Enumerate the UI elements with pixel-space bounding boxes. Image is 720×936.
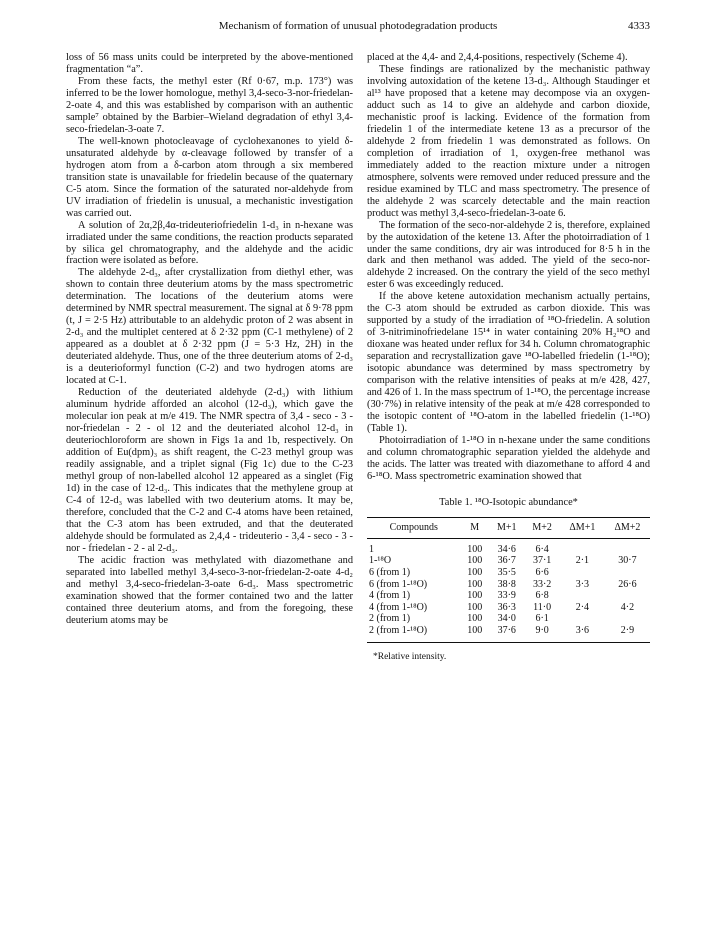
table-cell: 35·5 [497, 567, 516, 578]
table-cell: 100 [467, 590, 483, 602]
running-head: Mechanism of formation of unusual photodegradation products [218, 20, 498, 32]
table-cell: 36·7 [497, 555, 516, 567]
table-cell: 30·7 [618, 555, 637, 567]
table-cell [560, 590, 605, 602]
table-title: Table 1. ¹⁸O-Isotopic abundance* [439, 496, 578, 508]
table-cell: 100 [467, 613, 483, 625]
left-column [66, 52, 353, 627]
column-header: M [470, 521, 480, 533]
table-cell: 34·0 [497, 613, 516, 625]
table-footnote: *Relative intensity. [373, 651, 447, 662]
table-cell: 4·2 [620, 601, 635, 613]
table-cell: 37·6 [497, 624, 516, 636]
column-header: M+1 [496, 521, 517, 533]
table-cell [560, 567, 605, 579]
table-cell: 2 (from 1-¹⁸O) [369, 624, 428, 636]
table-cell: 2·1 [575, 555, 590, 567]
paragraph: loss of 56 mass units could be interpreted by the above-mentioned fragmentation “a”. [66, 52, 353, 75]
table-cell [605, 613, 650, 625]
paragraph: Photoirradiation of 1-¹⁸O in n-hexane under the same conditions and column chromatographic separation yielded the aldehyde and the acids. The latter was treated with diazomethane to afford 4 and 6-¹⁸O. Mass spectrometric examination showed that [367, 435, 650, 482]
paragraph: The acidic fraction was methylated with diazomethane and separated into labelled methyl 3,4-seco-3-nor-friedelan-2-oate 4-d₂ and methyl 3,4-seco-friedelan-3-oate 6-d₃. Mass spectrometric examination showed that the former contained two and the latter contained three deuterium atoms, and from the foregoing, these deuterium atoms may be [66, 554, 353, 626]
paragraph: placed at the 4,4- and 2,4,4-positions, respectively (Scheme 4). [367, 52, 628, 63]
table-cell: 36·3 [497, 601, 516, 613]
table-cell [605, 567, 650, 579]
paragraph: Reduction of the deuteriated aldehyde (2-d₃) with lithium aluminum hydride afforded an alcohol (12-d₃), which gave the molecular ion peak at m/e 419. The NMR spectra of 3,4 - seco - 3 - nor-friedelan - 2 - ol 12 and the deuteriated alcohol 12-d₃ in deuteriochloroform are shown in Figs 1a and 1b, respectively. On addition of Eu(dpm)₃ as shift reagent, the C-23 methyl group was readily assignable, and a triplet signal (Fig 1c) due to the C-23 methyl group of non-labelled alcohol 12 appeared as a singlet (Fig 1d) in the case of 12-d₃. This indicates that the methylene group at C-4 of 12-d₃ was labelled with two deuterium atoms. It may be, therefore, concluded that the C-2 and C-4 atoms have been retained, that the C-3 atom has been extruded, and that the deuterated aldehyde should be formulated as 2,4,4 - trideuterio - 3,4 - seco - 3 - nor - friedelan - 2 - al 2-d₃. [66, 387, 353, 554]
column-header: M+2 [532, 521, 552, 533]
table-cell [560, 538, 605, 555]
right-column [367, 52, 650, 664]
table-cell: 100 [467, 601, 483, 613]
table-cell: 3·6 [575, 624, 590, 636]
table-cell: 4 (from 1) [369, 590, 411, 602]
table-cell: 6·6 [535, 567, 549, 578]
isotopic-abundance-table [367, 517, 650, 643]
table-cell: 1-¹⁸O [369, 555, 392, 567]
table-1 [367, 497, 650, 664]
column-header: Compounds [389, 521, 438, 533]
table-cell: 37·1 [532, 555, 552, 567]
table-cell [605, 590, 650, 602]
table-cell: 3·3 [575, 578, 590, 590]
table-cell: 100 [467, 555, 483, 567]
table-row [367, 555, 650, 567]
table-row [367, 602, 650, 614]
table-cell: 100 [467, 543, 483, 555]
table-cell [560, 613, 605, 625]
column-header: ΔM+2 [614, 521, 641, 533]
table-body [367, 538, 650, 642]
paragraph: The formation of the seco-nor-aldehyde 2 is, therefore, explained by the autoxidation of the ketene 13. After the photoirradiation of 1 under the same conditions, dry air was introduced for 8·5 h in the dark and then methanol was added. The yield of the seco-nor-aldehyde 2 increased. On the contrary the yield of the seco methyl ester 6 was exceedingly reduced. [367, 219, 650, 291]
paragraph: The well-known photocleavage of cyclohexanones to yield δ-unsaturated aldehyde by α-cleavage followed by transfer of a hydrogen atom from a δ-carbon atom through a six membered transition state is unavailable for friedelin because of the quaternary C-5 atom. Since the formation of the saturated nor-aldehyde from UV irradiation of friedelin is unusual, a mechanistic investigation was carried out. [66, 135, 353, 219]
table-cell [605, 538, 650, 555]
page-number: 4333 [628, 20, 650, 32]
table-cell: 34·6 [497, 543, 516, 555]
table-cell: 4 (from 1-¹⁸O) [369, 601, 428, 613]
table-row [367, 625, 650, 642]
table-cell: 100 [467, 578, 483, 590]
table-cell: 2·9 [620, 624, 635, 636]
table-row [367, 579, 650, 591]
table-row [367, 538, 650, 555]
paragraph: A solution of 2α,2β,4α-trideuteriofriedelin 1-d₃ in n-hexane was irradiated under the same conditions, the reaction products separated by silica gel chromatography, and the aldehyde and the acidic fraction were isolated as before. [66, 219, 353, 267]
table-cell: 100 [467, 567, 483, 578]
table-cell: 6·8 [535, 590, 549, 602]
table-header-row [367, 517, 650, 538]
table-row [367, 613, 650, 625]
paragraph: These findings are rationalized by the mechanistic pathway involving autoxidation of the ketene 13-d₃. Although Staudinger et al¹³ have proposed that a ketene may decompose via an oxygen-adduct such as 14 to give an aldehyde and carbon dioxide, mechanistic proof is lacking. Evidence of the formation from friedelin 1 of the intermediate ketene 13 as a precursor of the aldehyde 2 from friedelin 1 was demonstrated as follows. On completion of irradiation of 1, oxygen-free methanol was immediately added to the reaction mixture under a nitrogen atmosphere, solvents were removed under reduced pressure and the residue examined by TLC and mass spectrometry. The presence of the aldehyde 2 was scarcely detectable and the main reaction product was methyl 3,4-seco-friedelan-3-oate 6. [367, 63, 650, 219]
table-row [367, 567, 650, 579]
paragraph: If the above ketene autoxidation mechanism actually pertains, the C-3 atom should be extruded as carbon dioxide. This was supported by a study of the irradiation of ¹⁸O-friedelin. A solution of 3-nitriminofriedelane 15¹⁴ in water containing 20% H₂¹⁸O and dioxane was heated under reflux for 34 h. Column chromatographic separation and recrystallization gave ¹⁸O-labelled friedelin (1-¹⁸O); isotopic abundance was determined by mass spectrometry by comparison with the relative intensities of peaks at m/e 428, 427, and 426 of 1. In the mass spectrum of 1-¹⁸O, the percentage increase (30·7%) in relative intensity of the peak at m/e 428 corresponded to the isotopic content of ¹⁸O-atom in the labelled friedelin (1-¹⁸O) (Table 1). [367, 291, 651, 435]
table-cell: 2·4 [575, 601, 590, 613]
table-cell: 100 [467, 624, 483, 636]
table-cell: 33·9 [497, 590, 516, 602]
table-cell: 1 [369, 543, 374, 555]
paragraph: From these facts, the methyl ester (Rf 0·67, m.p. 173°) was inferred to be the lower homologue, methyl 3,4-seco-3-nor-friedelan-2-oate 4, and this was established by comparison with an authentic sample⁷ obtained by the Barbier–Wieland degradation of ethyl 3,4-seco-friedelan-3-oate 7. [66, 75, 353, 135]
table-cell: 9·0 [535, 624, 549, 636]
table-cell: 26·6 [618, 578, 637, 590]
table-row [367, 590, 650, 602]
right-column-text [367, 52, 650, 483]
table-cell: 6 (from 1) [369, 567, 411, 578]
table-cell: 11·0 [533, 601, 552, 613]
table-cell: 6 (from 1-¹⁸O) [369, 578, 428, 590]
paragraph: The aldehyde 2-d₃, after crystallization from diethyl ether, was shown to contain three deuterium atoms by the mass spectrometric determination. The locations of the deuterium atoms were determined by NMR spectral measurement. The signal at δ 9·78 ppm (t, J = 2·5 Hz) attributable to an aldehydic proton of 2 was absent in 2-d₃ and the multiplet centered at δ 2·32 ppm (C-1 methylene) of 2 appeared as a doublet at δ 2·32 ppm (J = 5·3 Hz, 2H) in the deuteriated aldehyde. Thus, one of the three deuterium atoms of 2-d₃ is a deuterioformyl function (C-2) and two hydrogen atoms are located at C-1. [66, 267, 353, 387]
table-cell: 6·4 [535, 543, 549, 555]
table-cell: 2 (from 1) [369, 613, 411, 625]
column-header: ΔM+1 [569, 521, 596, 533]
table-cell: 33·2 [532, 578, 552, 590]
table-cell: 38·8 [497, 578, 516, 590]
table-cell: 6·1 [535, 613, 549, 625]
